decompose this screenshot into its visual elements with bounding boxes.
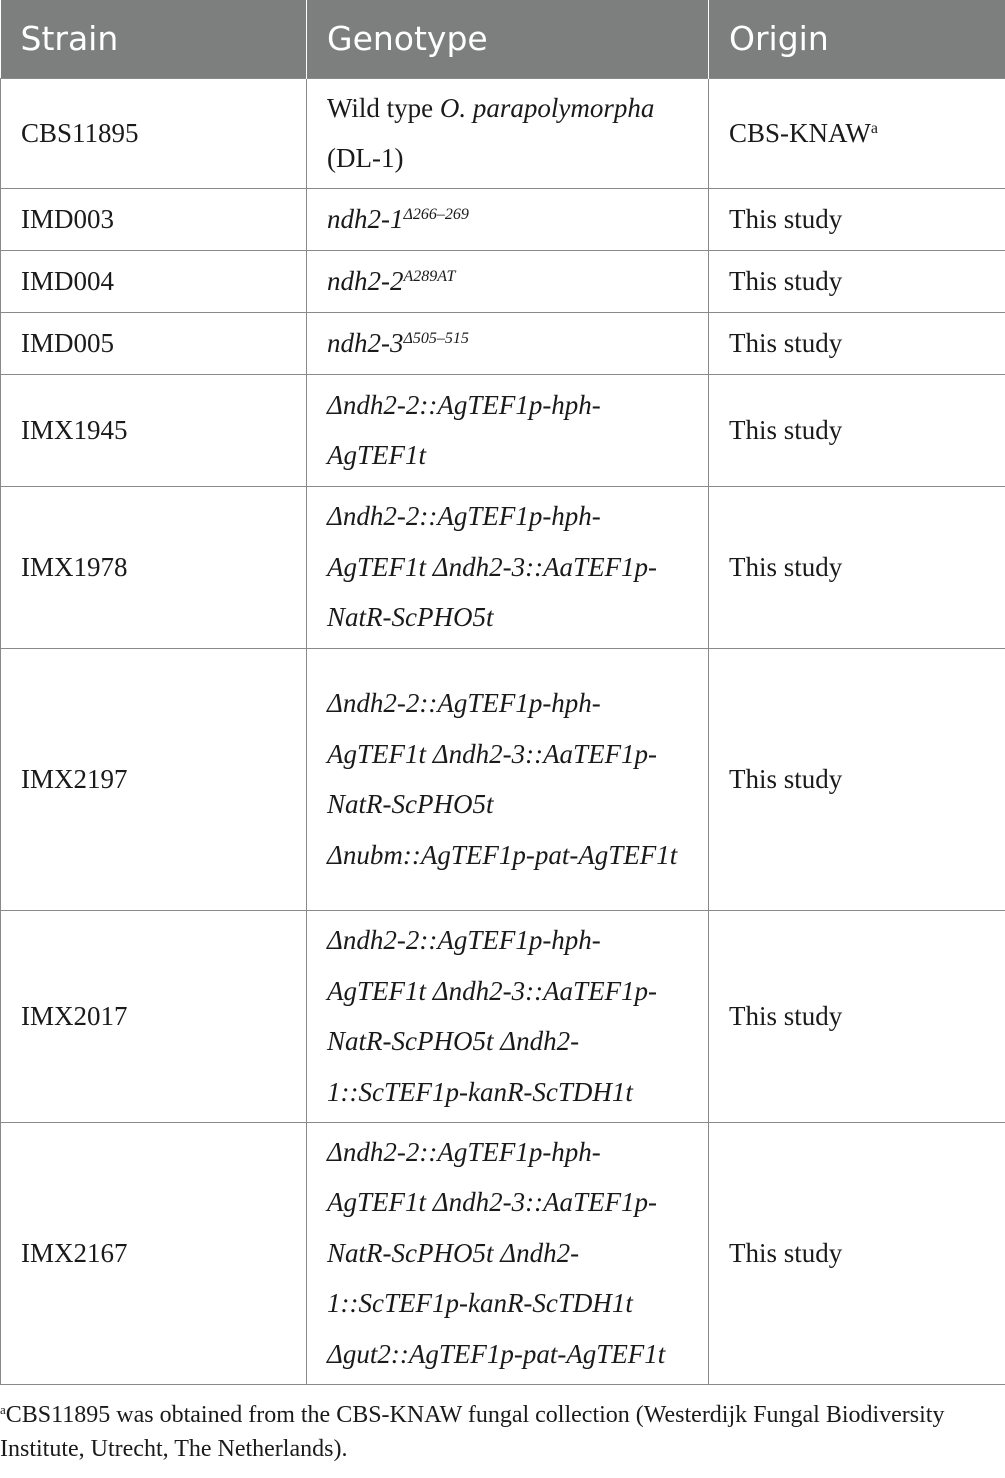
origin-cell — [709, 78, 1005, 188]
strain-cell: IMX1945 — [1, 374, 307, 486]
origin-cell: This study — [709, 486, 1005, 648]
strain-cell: IMD003 — [1, 188, 307, 250]
table-header — [1, 0, 1005, 78]
origin-text: CBS-KNAW — [729, 117, 871, 148]
genotype-cell: Δndh2-2::AgTEF1p-hph-AgTEF1t Δndh2-3::AaTEF1p-NatR-ScPHO5t Δndh2-1::ScTEF1p-kanR-ScTDH1t Δgut2::AgTEF1p-pat-AgTEF1t — [307, 1122, 709, 1384]
genotype-text: ndh2-2 — [327, 265, 404, 296]
header-row — [1, 0, 1005, 78]
genotype-cell: Δndh2-2::AgTEF1p-hph-AgTEF1t Δndh2-3::AaTEF1p-NatR-ScPHO5t — [307, 486, 709, 648]
table-row — [1, 374, 1005, 486]
strain-cell: IMD004 — [1, 250, 307, 312]
origin-cell: This study — [709, 188, 1005, 250]
genotype-superscript: A289AT — [403, 267, 456, 285]
genotype-superscript: Δ505–515 — [403, 329, 469, 347]
origin-cell: This study — [709, 1122, 1005, 1384]
genotype-cell: Δndh2-2::AgTEF1p-hph-AgTEF1t Δndh2-3::AaTEF1p-NatR-ScPHO5t Δnubm::AgTEF1p-pat-AgTEF1t — [307, 648, 709, 910]
strain-cell: IMX2167 — [1, 1122, 307, 1384]
header-strain: Strain — [1, 0, 307, 78]
genotype-cell: Δndh2-2::AgTEF1p-hph-AgTEF1t — [307, 374, 709, 486]
strain-cell: IMD005 — [1, 312, 307, 374]
genotype-species: O. parapolymorpha — [439, 92, 655, 123]
strain-cell: IMX1978 — [1, 486, 307, 648]
genotype-cell — [307, 78, 709, 188]
table-row — [1, 648, 1005, 910]
table-row — [1, 910, 1005, 1122]
header-genotype: Genotype — [307, 0, 709, 78]
origin-cell: This study — [709, 910, 1005, 1122]
genotype-cell — [307, 312, 709, 374]
genotype-cell: Δndh2-2::AgTEF1p-hph-AgTEF1t Δndh2-3::AaTEF1p-NatR-ScPHO5t Δndh2-1::ScTEF1p-kanR-ScTDH1t — [307, 910, 709, 1122]
footnote-marker: a — [870, 119, 878, 137]
table-row — [1, 78, 1005, 188]
genotype-superscript: Δ266–269 — [403, 205, 469, 223]
table-row — [1, 1122, 1005, 1384]
genotype-prefix: Wild type — [327, 92, 434, 123]
footnote-marker: a — [0, 1402, 6, 1417]
strain-cell: IMX2017 — [1, 910, 307, 1122]
genotype-suffix: (DL-1) — [327, 143, 404, 173]
strain-cell: CBS11895 — [1, 78, 307, 188]
genotype-cell — [307, 188, 709, 250]
table-row — [1, 486, 1005, 648]
strain-cell: IMX2197 — [1, 648, 307, 910]
origin-cell: This study — [709, 312, 1005, 374]
genotype-text: ndh2-1 — [327, 203, 404, 234]
table-row — [1, 312, 1005, 374]
origin-cell: This study — [709, 648, 1005, 910]
origin-cell: This study — [709, 250, 1005, 312]
genotype-cell — [307, 250, 709, 312]
table-row — [1, 188, 1005, 250]
footnote-text: CBS11895 was obtained from the CBS-KNAW fungal collection (Westerdijk Fungal Biodiversity Institute, Utrecht, The Netherlands). — [0, 1402, 945, 1462]
origin-cell: This study — [709, 374, 1005, 486]
genotype-text: ndh2-3 — [327, 327, 404, 358]
table-row — [1, 250, 1005, 312]
table-footnote — [0, 1398, 1005, 1466]
header-origin: Origin — [709, 0, 1005, 78]
